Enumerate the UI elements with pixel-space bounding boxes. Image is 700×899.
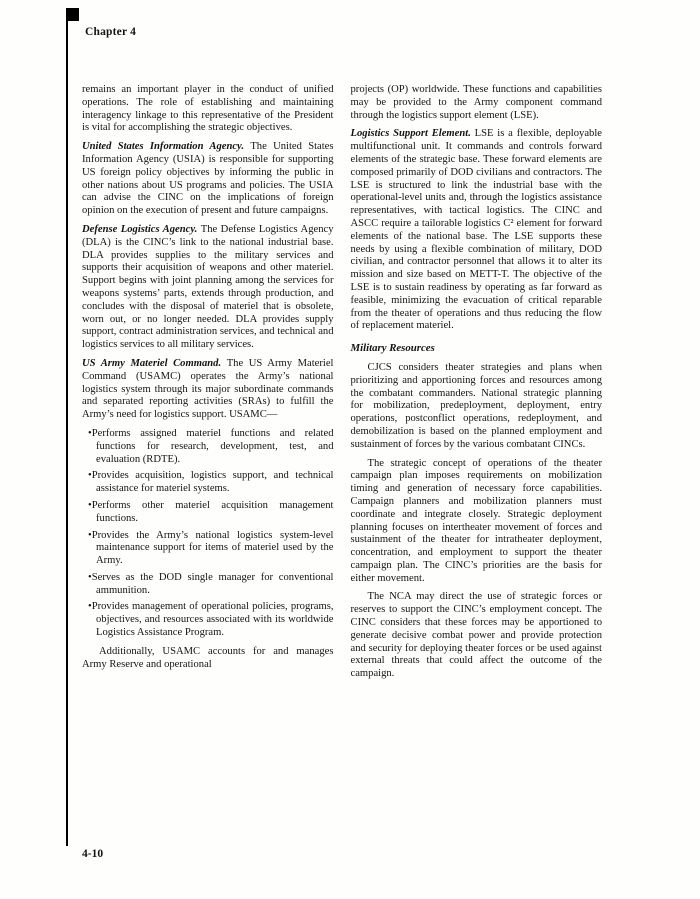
bullet-item: • Provides management of operational policies, programs, objectives, and resources associated with its worldwide Logistics Assistance Program. (88, 601, 334, 639)
paragraph: CJCS considers theater strategies and plans when prioritizing and apportioning forces and resources among the combatant commanders. National strategic planning for mobilization, predeployment, deployment, entry operations, postconflict operations, redeployment, and demobilization is based on the planned employment and sustainment of forces by the various combatant CINCs. (350, 361, 602, 450)
page-number: 4-10 (82, 848, 104, 860)
paragraph: Additionally, USAMC accounts for and manages Army Reserve and operational (82, 645, 334, 670)
left-column (82, 84, 334, 687)
bullet-item: • Provides the Army’s national logistics system-level maintenance support for items of materiel used by the Army. (88, 530, 334, 568)
paragraph: remains an important player in the conduct of unified operations. The role of establishing and maintaining interagency linkage to this representative of the President is vital for accomplishing the strategic objectives. (82, 84, 334, 134)
bullet-item: • Performs other materiel acquisition management functions. (88, 500, 334, 526)
chapter-header: Chapter 4 (85, 26, 137, 38)
paragraph-lead: Logistics Support Element. (350, 128, 475, 140)
bullet-item: • Serves as the DOD single manager for conventional ammunition. (88, 572, 334, 598)
paragraph: The strategic concept of operations of the theater campaign plan imposes requirements on mobilization timing and generation of necessary force capabilities. Campaign planners and mobilization planners must coordinate and integrate closely. Strategic deployment planning focuses on intertheater movement of forces and sustainment of the theater for intratheater deployment, concentration, and employment to support the theater campaign plan. The CINC’s priorities are the basis for either movement. (350, 457, 602, 584)
bullet-list (88, 428, 334, 640)
paragraph: Defense Logistics Agency. The Defense Logistics Agency (DLA) is the CINC’s link to the national industrial base. DLA provides supplies to the military services and supports their acquisition of weapons and other materiel. Support begins with joint planning among the services for weapons systems’ parts, extends through production, and concludes with the disposal of materiel that is obsolete, worn out, or no longer needed. DLA provides supply support, contract administration services, and technical and logistics services to all military services. (82, 223, 334, 351)
paragraph-lead: US Army Materiel Command. (82, 357, 227, 369)
paragraph: projects (OP) worldwide. These functions and capabilities may be provided to the Army component command through the logistics support element (LSE). (350, 84, 602, 121)
paragraph: The NCA may direct the use of strategic forces or reserves to support the CINC’s employment concept. The CINC considers that these forces may be apportioned to generate decisive combat power and provide protection and security for deploying theater forces or be used against external threats that could affect the outcome of the campaign. (350, 591, 602, 680)
paragraph: United States Information Agency. The United States Information Agency (USIA) is responsible for supporting US foreign policy objectives by informing the public in other nations about US programs and policies. The USIA can advise the CINC on the implications of foreign opinion on the execution of present and future campaigns. (82, 141, 334, 217)
paragraph-lead: Defense Logistics Agency. (82, 223, 201, 235)
bullet-item: • Performs assigned materiel functions and related functions for research, development, test, and evaluation (RDTE). (88, 428, 334, 466)
section-heading: Military Resources (350, 342, 435, 355)
left-edge-rule (66, 8, 68, 846)
paragraph: Logistics Support Element. LSE is a flexible, deployable multifunctional unit. It commands and controls forward elements of the strategic base. These forward elements are composed primarily of DOD civilians and contractors. The LSE is structured to link the industrial base with the operational-level units and, through the logistics assistance representatives, with tactical logistics. The CINC and ASCC require a tailorable logistics C² element for forward elements of the national base. The LSE supports these needs by using a flexible combination of military, DOD civilian, and contractor personnel that allows it to alter its mission and size based on METT-T. The objective of the LSE is to sustain readiness by operating as far forward as feasible, minimizing the evacuation of critical reparable from the theater of operations and thus reducing the flow of replacement materiel. (350, 128, 602, 332)
paragraph: US Army Materiel Command. The US Army Materiel Command (USAMC) operates the Army’s national logistics system through its major subordinate commands and separated reporting activities (SRAs) to fulfill the Army’s need for logistics support. USAMC— (82, 357, 334, 421)
bullet-item: • Provides acquisition, logistics support, and technical assistance for materiel systems. (88, 470, 334, 496)
page-body (82, 84, 602, 687)
right-column (351, 84, 603, 687)
paragraph-lead: United States Information Agency. (82, 141, 251, 153)
